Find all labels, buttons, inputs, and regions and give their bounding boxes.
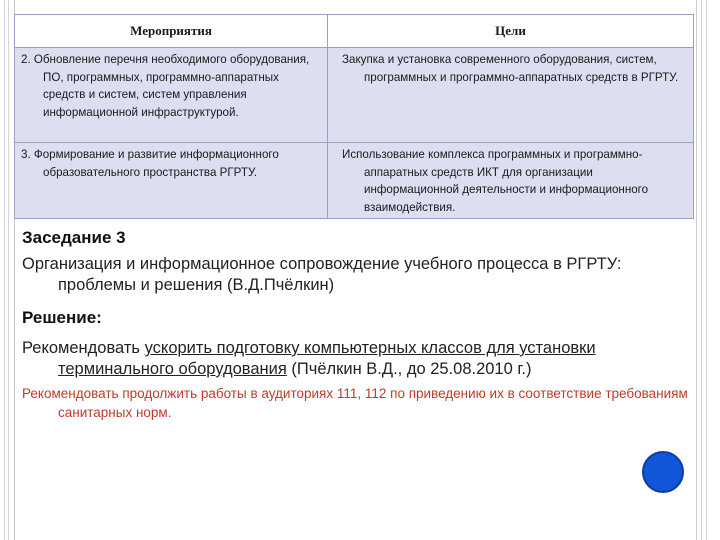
goal-text: Закупка и установка современного оборудования, систем, программных и программно-аппаратных средств в РГРТУ.	[342, 53, 679, 84]
activity-cell	[15, 143, 328, 219]
session-topic: Организация и информационное сопровождение учебного процесса в РГРТУ: проблемы и решения (В.Д.Пчёлкин)	[22, 255, 622, 294]
header-activities: Мероприятия	[15, 15, 328, 48]
decision-note: Рекомендовать продолжить работы в аудиториях 111, 112 по приведению их в соответствие требованиям санитарных норм.	[22, 386, 688, 420]
slide-left-border	[0, 0, 15, 540]
activity-text: 2. Обновление перечня необходимого оборудования, ПО, программных, программно-аппаратных средств и систем, систем управления информационной инфраструктурой.	[21, 53, 310, 119]
decision-title: Решение:	[22, 308, 102, 327]
decision-text	[22, 338, 690, 380]
goal-cell	[328, 143, 694, 219]
goal-text: Использование комплекса программных и программно-аппаратных средств ИКТ для организации информационной деятельности и информационного взаимодействия.	[342, 148, 649, 214]
slide-content	[22, 228, 690, 422]
table-row	[15, 143, 694, 219]
table-row	[15, 48, 694, 143]
decision-suffix: (Пчёлкин В.Д., до 25.08.2010 г.)	[286, 360, 532, 378]
slide-right-border	[692, 0, 720, 540]
header-goals: Цели	[328, 15, 694, 48]
activity-text: 3. Формирование и развитие информационного образовательного пространства РГРТУ.	[21, 148, 279, 179]
activity-cell	[15, 48, 328, 143]
goal-cell	[328, 48, 694, 143]
table-header-row	[15, 15, 694, 48]
blue-circle-icon	[642, 451, 684, 493]
session-title: Заседание 3	[22, 228, 126, 247]
decision-underlined: ускорить подготовку компьютерных классов для установки терминального оборудования	[58, 339, 596, 378]
decision-prefix: Рекомендовать	[22, 339, 145, 357]
activities-table	[14, 14, 694, 219]
